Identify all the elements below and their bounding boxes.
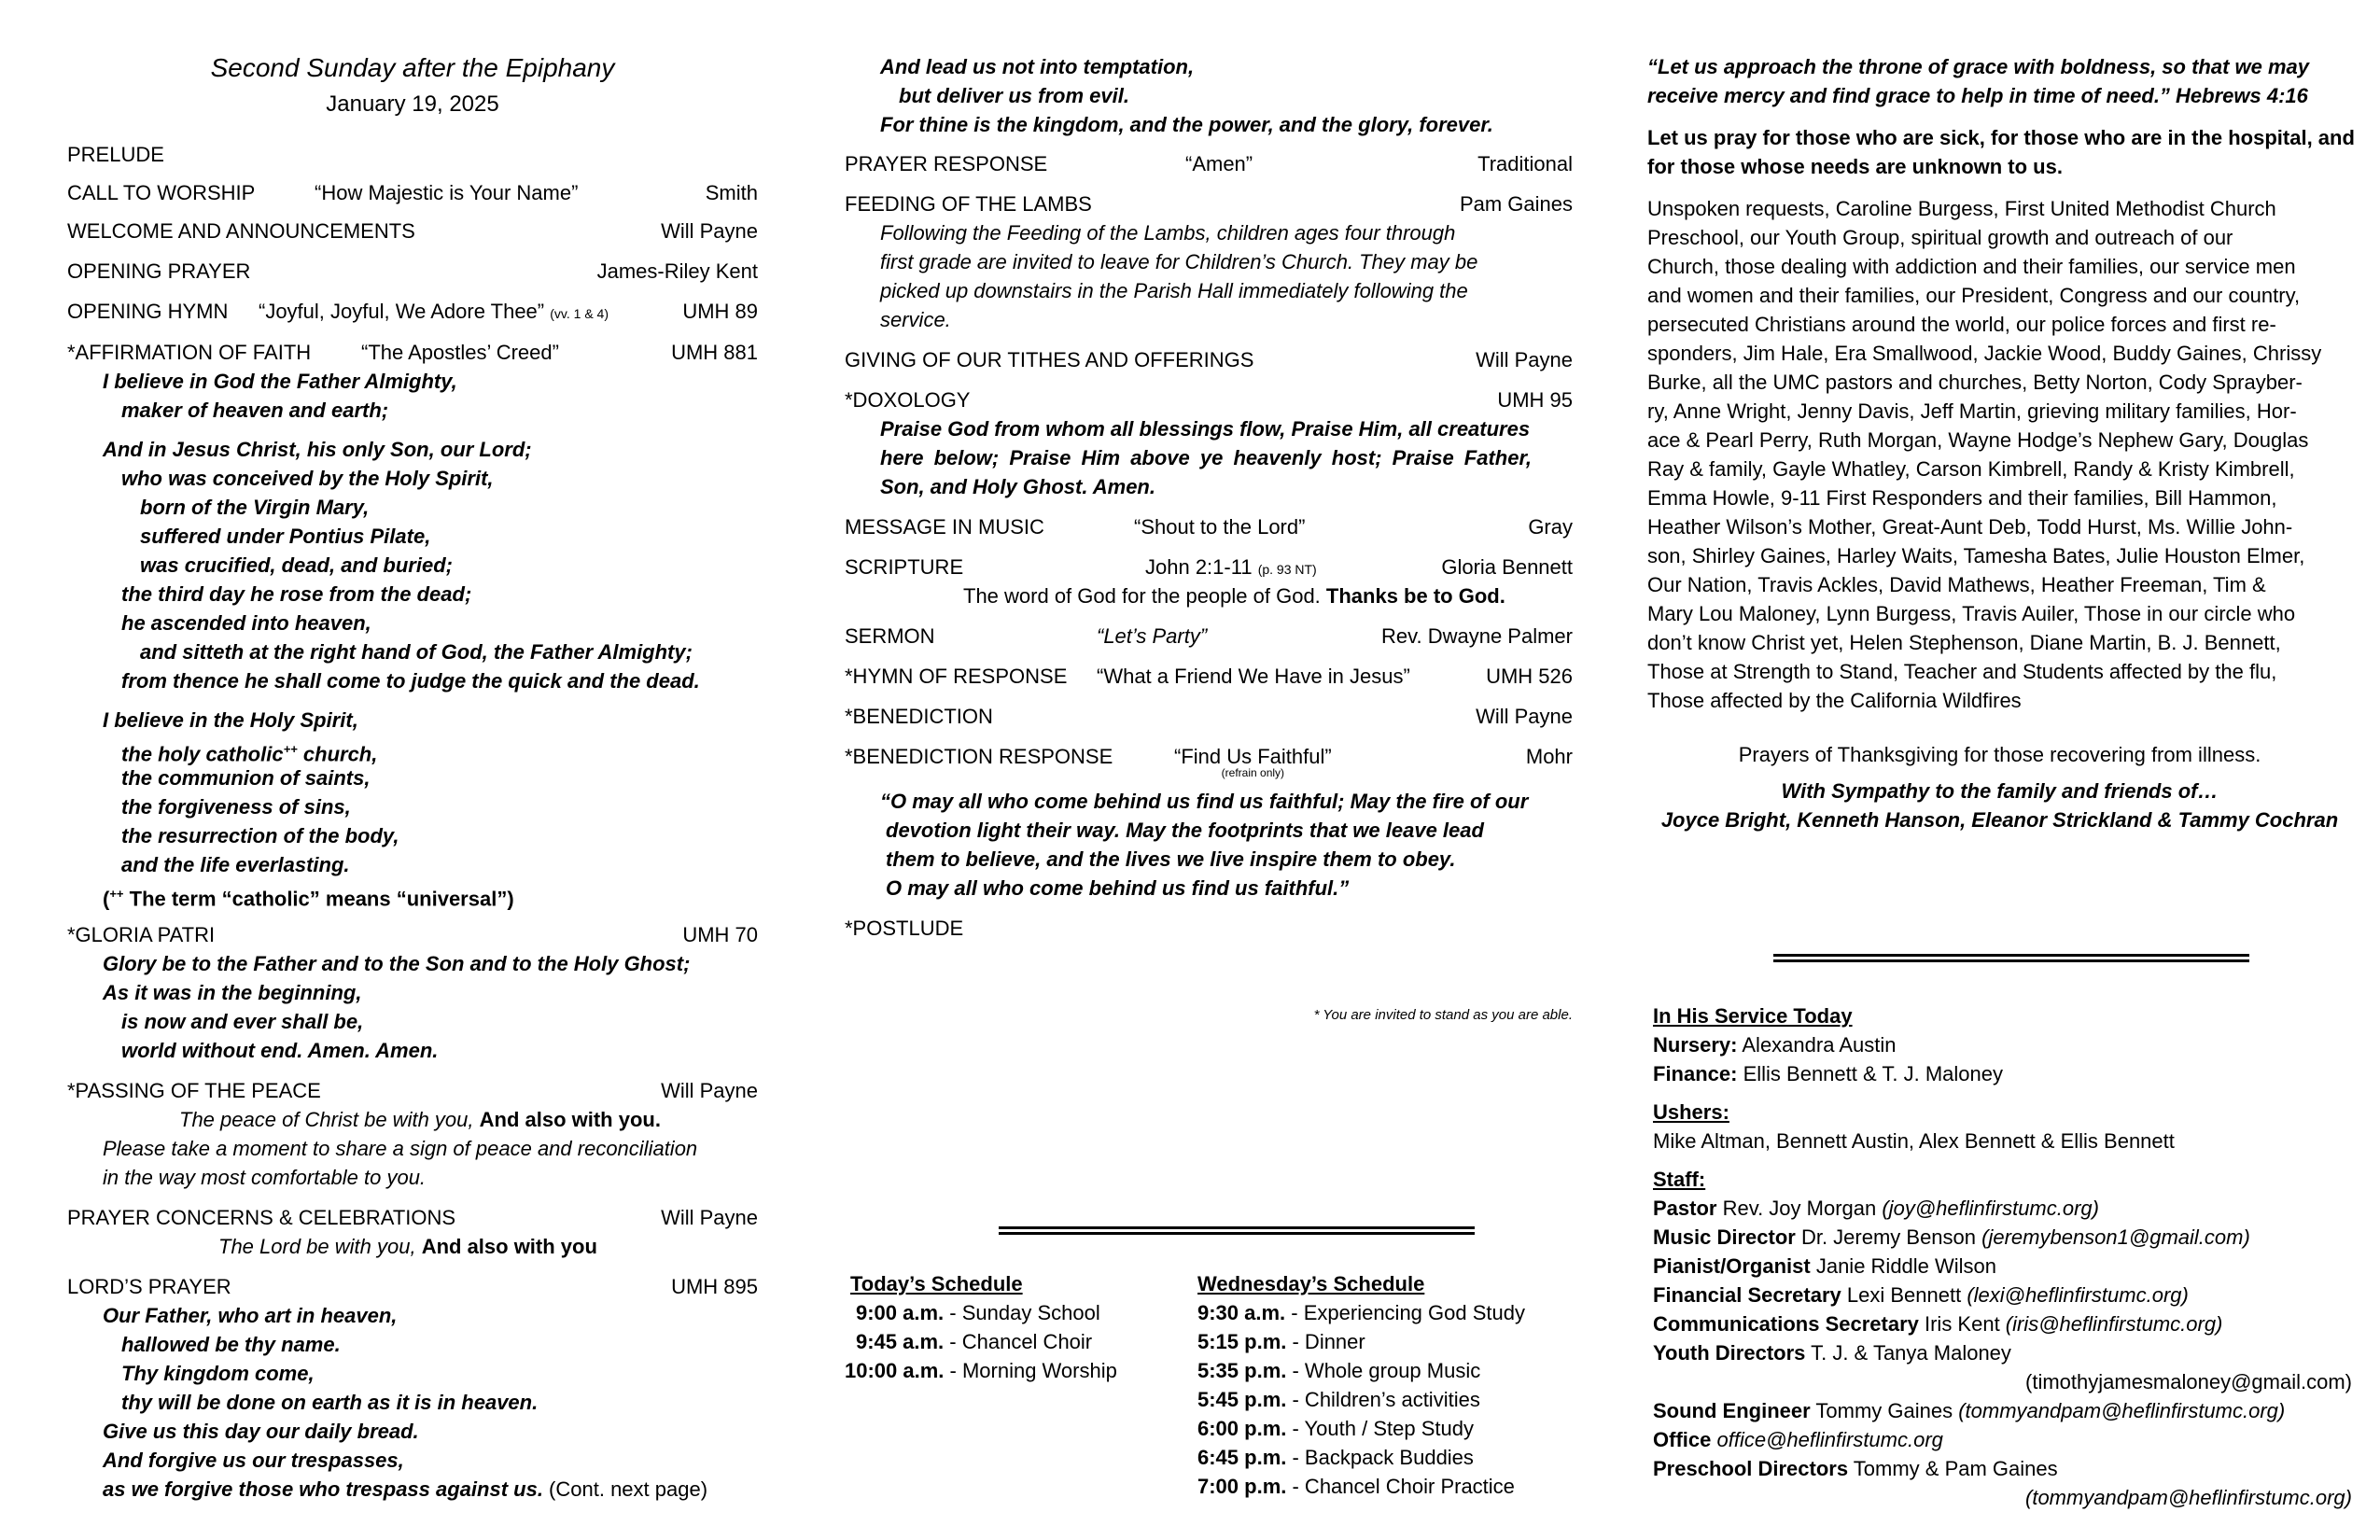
lords-prayer-line: Give us this day our daily bread. bbox=[103, 1420, 419, 1443]
staff-preschool-directors: Preschool Directors Tommy & Pam Gaines bbox=[1653, 1457, 2058, 1480]
scripture-response: The word of God for the people of God. Thanks be to God. bbox=[963, 584, 1505, 608]
lambs-note: picked up downstairs in the Parish Hall immediately following the bbox=[880, 279, 1468, 302]
creed-line: from thence he shall come to judge the quick and the dead. bbox=[121, 669, 700, 693]
staff-pastor: Pastor Rev. Joy Morgan (joy@heflinfirstumc.org) bbox=[1653, 1197, 2099, 1220]
stand-note: * You are invited to stand as you are able. bbox=[1313, 1007, 1573, 1023]
prayer-request-line: son, Shirley Gaines, Harley Waits, Tamesha Bates, Julie Houston Elmer, bbox=[1647, 544, 2305, 567]
prayer-request-line: Preschool, our Youth Group, spiritual growth and outreach of our bbox=[1647, 226, 2233, 249]
schedule-item: 9:30 a.m. - Experiencing God Study bbox=[1197, 1301, 1525, 1324]
find-us-faithful-line: “O may all who come behind us find us faithful; May the fire of our bbox=[880, 790, 1529, 813]
prayer-intro: Let us pray for those who are sick, for those who are in the hospital, and bbox=[1647, 126, 2355, 149]
benediction: *BENEDICTION Will Payne bbox=[845, 705, 1573, 728]
concerns-response: The Lord be with you, And also with you bbox=[218, 1235, 597, 1258]
prayer-request-line: Church, those dealing with addiction and their families, our service men bbox=[1647, 255, 2296, 278]
hebrews-verse: receive mercy and find grace to help in time of need.” Hebrews 4:16 bbox=[1647, 84, 2308, 107]
schedule-item: 7:00 p.m. - Chancel Choir Practice bbox=[1197, 1475, 1515, 1498]
prayer-request-line: don’t know Christ yet, Helen Stephenson, Diane Martin, B. J. Bennett, bbox=[1647, 631, 2281, 654]
gloria-patri: *GLORIA PATRI UMH 70 bbox=[67, 923, 758, 946]
creed-line: and the life everlasting. bbox=[121, 853, 350, 876]
gloria-line: As it was in the beginning, bbox=[103, 981, 362, 1004]
schedule-item: 6:45 p.m. - Backpack Buddies bbox=[1197, 1446, 1474, 1469]
todays-schedule-heading: Today’s Schedule bbox=[850, 1272, 1023, 1295]
creed-line: the third day he rose from the dead; bbox=[121, 582, 472, 606]
feeding-of-the-lambs: FEEDING OF THE LAMBS Pam Gaines bbox=[845, 192, 1573, 216]
youth-email: (timothyjamesmaloney@gmail.com) bbox=[2025, 1370, 2352, 1393]
creed-line: the communion of saints, bbox=[121, 766, 371, 790]
service-title: Second Sunday after the Epiphany bbox=[210, 53, 615, 82]
staff-music-director: Music Director Dr. Jeremy Benson (jeremybenson1@gmail.com) bbox=[1653, 1225, 2250, 1249]
lords-prayer-line: Thy kingdom come, bbox=[121, 1362, 315, 1385]
lambs-note: first grade are invited to leave for Children’s Church. They may be bbox=[880, 250, 1478, 273]
prayer-request-line: Ray & family, Gayle Whatley, Carson Kimbrell, Randy & Kristy Kimbrell, bbox=[1647, 457, 2295, 481]
creed-line: I believe in the Holy Spirit, bbox=[103, 708, 358, 732]
passing-of-the-peace: *PASSING OF THE PEACE Will Payne bbox=[67, 1079, 758, 1102]
creed-line: the resurrection of the body, bbox=[121, 824, 399, 847]
schedule-item: 9:45 a.m. - Chancel Choir bbox=[856, 1330, 1093, 1353]
opening-prayer: OPENING PRAYER James-Riley Kent bbox=[67, 259, 758, 283]
welcome-announcements: WELCOME AND ANNOUNCEMENTS Will Payne bbox=[67, 219, 758, 243]
prayer-request-line: ry, Anne Wright, Jenny Davis, Jeff Martin, grieving military families, Hor- bbox=[1647, 399, 2297, 423]
doxology-line: Praise God from whom all blessings flow, Praise Him, all creatures bbox=[880, 417, 1531, 441]
prayer-request-line: and women and their families, our President, Congress and our country, bbox=[1647, 284, 2301, 307]
gloria-line: is now and ever shall be, bbox=[121, 1010, 364, 1033]
nursery: Nursery: Alexandra Austin bbox=[1653, 1033, 1897, 1057]
lords-prayer-line: but deliver us from evil. bbox=[899, 84, 1129, 107]
doxology: *DOXOLOGY UMH 95 bbox=[845, 388, 1573, 412]
gloria-line: world without end. Amen. Amen. bbox=[121, 1039, 439, 1062]
lords-prayer: LORD’S PRAYER UMH 895 bbox=[67, 1275, 758, 1298]
prayer-request-line: persecuted Christians around the world, our police forces and first re- bbox=[1647, 313, 2276, 336]
schedule-item: 6:00 p.m. - Youth / Step Study bbox=[1197, 1417, 1474, 1440]
staff-pianist: Pianist/Organist Janie Riddle Wilson bbox=[1653, 1254, 1997, 1278]
prayer-request-line: Unspoken requests, Caroline Burgess, First United Methodist Church bbox=[1647, 197, 2276, 220]
creed-line: he ascended into heaven, bbox=[121, 611, 371, 635]
service-date: January 19, 2025 bbox=[326, 91, 499, 117]
schedule-item: 10:00 a.m. - Morning Worship bbox=[845, 1359, 1117, 1382]
divider bbox=[1773, 954, 2249, 962]
prelude: PRELUDE bbox=[67, 143, 164, 166]
bulletin-page: Second Sunday after the Epiphany January 19, 2025 PRELUDE CALL TO WORSHIP “How Majestic is Your Name” Smith WELCOME AND ANNOUNCEMENTS Will Payne OPENING PRAYER James-Riley Kent OPENING HYMN “Joyful, Joyful, We Adore Thee” (vv. 1 & 4) UMH 89 *AFFIRMATION OF FAITH “The Apostles’ Creed” UMH 881 I believe in God the Father Almighty, maker of heaven and earth; And in Jesus Christ, his only Son, our Lord; who was conceived by the Holy Spirit, born of the Virgin Mary, suffered under Pontius Pilate, was crucified, dead, and buried; the third day he rose from the dead; he ascended into heaven, and sitteth at the right hand of God, the Father Almighty; from thence he shall come to judge the quick and the dead. I believe in the Holy Spirit, the holy catholic++ church, the communion of saints, the forgiveness of sins, the resurrection of the body, and the life everlasting. (++ The term “catholic” means “universal”) *GLORIA PATRI UMH 70 Glory be to the Father and to the Son and to the Holy Ghost; As it was in the beginning, is now and ever shall be, world without end. Amen. Amen. *PASSING OF THE PEACE Will Payne The peace of Christ be with you, And also with you. Please take a moment to share a sign of peace and reconciliation in the way most comfortable to you. PRAYER CONCERNS & CELEBRATIONS Will Payne The Lord be with you, And also with you LORD’S PRAYER UMH 895 Our Father, who art in heaven, hallowed be thy name. Thy kingdom come, thy will be done on earth as it is in heaven. Give us this day our daily bread. And forgive us our trespasses, as we forgive those who trespass against us. (Cont. next page) And lead us not into temptation, but deliver us from evil. For thine is the kingdom, and the power, and the glory, forever. PRAYER RESPONSE “Amen” Traditional FEEDING OF THE LAMBS Pam Gaines Following the Feeding of the Lambs, children ages four through first grade are invited to leave for Children’s Church. They may be picked up downstairs in the Parish Hall immediately following the service. GIVING OF OUR TITHES AND OFFERINGS Will Payne *DOXOLOGY UMH 95 Praise God from whom all blessings flow, Praise Him, all creatures here below; Praise Him above ye heavenly host; Praise Father, Son, and Holy Ghost. Amen. MESSAGE IN MUSIC “Shout to the Lord” Gray SCRIPTURE John 2:1-11 (p. 93 NT) Gloria Bennett The word of God for the people of God. Thanks be to God. SERMON “Let’s Party” Rev. Dwayne Palmer *HYMN OF RESPONSE “What a Friend We Have in Jesus” UMH 526 *BENEDICTION Will Payne *BENEDICTION RESPONSE “Find Us Faithful” (refrain only) Mohr “O may all who come behind us find us faithful; May the fire of our devotion light their way. May the footprints that we leave lead them to believe, and the lives we live inspire them to obey. O may all who come behind us find us faithful.” *POSTLUDE * You are invited to stand as you are able. Today’s Schedule 9:00 a.m. - Sunday School 9:45 a.m. - Chancel Choir 10:00 a.m. - Morning Worship Wednesday’s Schedule 9:30 a.m. - Experiencing God Study 5:15 p.m. - Dinner 5:35 p.m. - Whole group Music 5:45 p.m. - Children’s activities 6:00 p.m. - Youth / Step Study 6:45 p.m. - Backpack Buddies 7:00 p.m. - Chancel Choir Practice “Let us approach the throne of grace with boldness, so that we may receive mercy and find grace to help in time of need.” Hebrews 4:16 Let us pray for those who are sick, for those who are in the hospital, and for those whose needs are unknown to us. Unspoken requests, Caroline Burgess, First United Methodist Church Preschool, our Youth Group, spiritual growth and outreach of our Church, those dealing with addiction and their families, our service men and women and their families, our President, Congress and our country, persecuted Christians around the world, our police forces and first re- sponders, Jim Hale, Era Smallwood, Jackie Wood, Buddy Gaines, Chrissy Burke, all the UMC pastors and churches, Betty Norton, Cody Sprayber- ry, Anne Wright, Jenny Davis, Jeff Martin, grieving military families, Hor- ace & Pearl Perry, Ruth Morgan, Wayne Hodge’s Nephew Gary, Douglas Ray & family, Gayle Whatley, Carson Kimbrell, Randy & Kristy Kimbrell, Emma Howle, 9-11 First Responders and their families, Bill Hammon, Heather Wilson’s Mother, Great-Aunt Deb, Todd Hurst, Ms. Willie John- son, Shirley Gaines, Harley Waits, Tamesha Bates, Julie Houston Elmer, Our Nation, Travis Ackles, David Mathews, Heather Freeman, Tim & Mary Lou Maloney, Lynn Burgess, Travis Auiler, Those in our circle who don’t know Christ yet, Helen Stephenson, Diane Martin, B. J. Bennett, Those at Strength to Stand, Teacher and Students affected by the flu, Those affected by the California Wildfires Prayers of Thanksgiving for those recovering from illness. With Sympathy to the family and friends of… Joyce Bright, Kenneth Hanson, Eleanor Strickland & Tammy Cochran In His Service Today Nursery: Alexandra Austin Finance: Ellis Bennett & T. J. Maloney Ushers: Mike Altman, Bennett Austin, Alex Bennett & Ellis Bennett Staff: Pastor Rev. Joy Morgan (joy@heflinfirstumc.org) Music Director Dr. Jeremy Benson (jeremybenson1@gmail.com) Pianist/Organist Janie Riddle Wilson Financial Secretary Lexi Bennett (lexi@heflinfirstumc.org) Communications Secretary Iris Kent (iris@heflinfirstumc.org) Youth Directors T. J. & Tanya Maloney (timothyjamesmaloney@gmail.com) Sound Engineer Tommy Gaines (tommyandpam@heflinfirstumc.org) Office office@heflinfirstumc.org Preschool Directors Tommy & Pam Gaines (tommyandpam@heflinfirstumc.org) bbox=[0, 0, 2380, 1540]
prayer-request-line: sponders, Jim Hale, Era Smallwood, Jackie Wood, Buddy Gaines, Chrissy bbox=[1647, 342, 2322, 365]
creed-line: And in Jesus Christ, his only Son, our Lord; bbox=[103, 438, 532, 461]
creed-line: born of the Virgin Mary, bbox=[140, 496, 370, 519]
creed-line: the holy catholic++ church, bbox=[121, 742, 378, 766]
lords-prayer-line: Our Father, who art in heaven, bbox=[103, 1304, 398, 1327]
prayer-request-line: Mary Lou Maloney, Lynn Burgess, Travis Auiler, Those in our circle who bbox=[1647, 602, 2296, 625]
prayer-request-line: Those at Strength to Stand, Teacher and Students affected by the flu, bbox=[1647, 660, 2277, 683]
prayer-request-line: Our Nation, Travis Ackles, David Mathews, Heather Freeman, Tim & bbox=[1647, 573, 2266, 596]
peace-instruction: in the way most comfortable to you. bbox=[103, 1166, 427, 1189]
ushers-list: Mike Altman, Bennett Austin, Alex Bennett & Ellis Bennett bbox=[1653, 1129, 2175, 1153]
find-us-faithful-line: O may all who come behind us find us faithful.” bbox=[886, 876, 1350, 900]
staff-heading: Staff: bbox=[1653, 1168, 1706, 1191]
staff-office: Office office@heflinfirstumc.org bbox=[1653, 1428, 1943, 1451]
lords-prayer-line: And forgive us our trespasses, bbox=[103, 1449, 404, 1472]
staff-financial-secretary: Financial Secretary Lexi Bennett (lexi@heflinfirstumc.org) bbox=[1653, 1283, 2189, 1307]
prayer-request-line: ace & Pearl Perry, Ruth Morgan, Wayne Hodge’s Nephew Gary, Douglas bbox=[1647, 428, 2309, 452]
sympathy-heading: With Sympathy to the family and friends of… bbox=[1781, 779, 2219, 803]
creed-line: the forgiveness of sins, bbox=[121, 795, 351, 819]
prayer-request-line: Burke, all the UMC pastors and churches, Betty Norton, Cody Sprayber- bbox=[1647, 371, 2303, 394]
lambs-note: service. bbox=[880, 308, 951, 331]
schedule-item: 5:45 p.m. - Children’s activities bbox=[1197, 1388, 1480, 1411]
prayer-request-line: Heather Wilson’s Mother, Great-Aunt Deb, Todd Hurst, Ms. Willie John- bbox=[1647, 515, 2293, 539]
creed-line: was crucified, dead, and buried; bbox=[140, 553, 453, 577]
prayer-request-line: Emma Howle, 9-11 First Responders and their families, Bill Hammon, bbox=[1647, 486, 2277, 510]
find-us-faithful-line: devotion light their way. May the footprints that we leave lead bbox=[886, 819, 1484, 842]
service-heading: In His Service Today bbox=[1653, 1004, 1853, 1028]
creed-line: maker of heaven and earth; bbox=[121, 399, 389, 422]
creed-line: and sitteth at the right hand of God, the Father Almighty; bbox=[140, 640, 693, 664]
staff-sound-engineer: Sound Engineer Tommy Gaines (tommyandpam@heflinfirstumc.org) bbox=[1653, 1399, 2286, 1422]
finance: Finance: Ellis Bennett & T. J. Maloney bbox=[1653, 1062, 2003, 1085]
lords-prayer-line: hallowed be thy name. bbox=[121, 1333, 341, 1356]
creed-line: I believe in God the Father Almighty, bbox=[103, 370, 457, 393]
lords-prayer-line: And lead us not into temptation, bbox=[880, 55, 1195, 78]
creed-line: suffered under Pontius Pilate, bbox=[140, 525, 431, 548]
postlude: *POSTLUDE bbox=[845, 917, 964, 940]
wednesday-schedule-heading: Wednesday’s Schedule bbox=[1197, 1272, 1425, 1295]
divider bbox=[999, 1226, 1475, 1235]
peace-instruction: Please take a moment to share a sign of peace and reconciliation bbox=[103, 1137, 698, 1160]
schedule-item: 5:15 p.m. - Dinner bbox=[1197, 1330, 1365, 1353]
sympathy-names: Joyce Bright, Kenneth Hanson, Eleanor Strickland & Tammy Cochran bbox=[1660, 808, 2339, 832]
preschool-email: (tommyandpam@heflinfirstumc.org) bbox=[2025, 1486, 2352, 1509]
find-us-faithful-line: them to believe, and the lives we live inspire them to obey. bbox=[886, 847, 1456, 871]
lords-prayer-line: as we forgive those who trespass against us. (Cont. next page) bbox=[103, 1477, 708, 1501]
ushers-heading: Ushers: bbox=[1653, 1100, 1729, 1124]
prayer-request-line: Those affected by the California Wildfires bbox=[1647, 689, 2022, 712]
tithes-offerings: GIVING OF OUR TITHES AND OFFERINGS Will Payne bbox=[845, 348, 1573, 371]
lords-prayer-line: thy will be done on earth as it is in heaven. bbox=[121, 1391, 539, 1414]
creed-line: who was conceived by the Holy Spirit, bbox=[121, 467, 494, 490]
staff-youth-directors: Youth Directors T. J. & Tanya Maloney bbox=[1653, 1341, 2011, 1365]
lambs-note: Following the Feeding of the Lambs, children ages four through bbox=[880, 221, 1456, 245]
doxology-line: here below; Praise Him above ye heavenly host; Praise Father, bbox=[880, 446, 1532, 469]
schedule-item: 9:00 a.m. - Sunday School bbox=[856, 1301, 1100, 1324]
doxology-line: Son, and Holy Ghost. Amen. bbox=[880, 475, 1155, 498]
staff-communications-secretary: Communications Secretary Iris Kent (iris@heflinfirstumc.org) bbox=[1653, 1312, 2223, 1336]
thanksgiving-line: Prayers of Thanksgiving for those recovering from illness. bbox=[1738, 743, 2261, 766]
prayer-concerns: PRAYER CONCERNS & CELEBRATIONS Will Payne bbox=[67, 1206, 758, 1229]
catholic-note: (++ The term “catholic” means “universal”) bbox=[103, 887, 514, 911]
peace-response: The peace of Christ be with you, And also with you. bbox=[179, 1108, 661, 1131]
gloria-line: Glory be to the Father and to the Son and to the Holy Ghost; bbox=[103, 952, 691, 975]
lords-prayer-line: For thine is the kingdom, and the power, and the glory, forever. bbox=[880, 113, 1493, 136]
prayer-intro: for those whose needs are unknown to us. bbox=[1647, 155, 2063, 178]
hebrews-verse: “Let us approach the throne of grace with boldness, so that we may bbox=[1647, 55, 2310, 78]
schedule-item: 5:35 p.m. - Whole group Music bbox=[1197, 1359, 1481, 1382]
